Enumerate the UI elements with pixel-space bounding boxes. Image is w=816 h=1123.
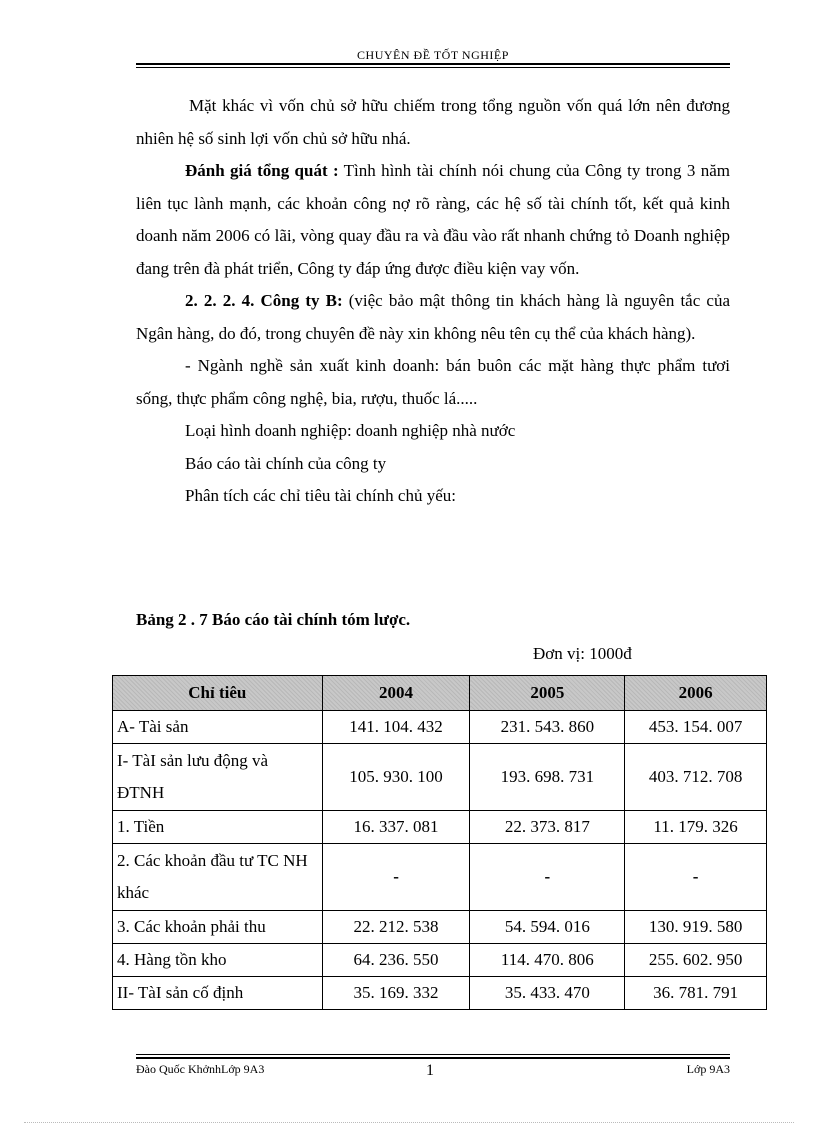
cell-value: 54. 594. 016 xyxy=(470,911,625,944)
table-row xyxy=(113,944,767,977)
row-label: 3. Các khoản phải thu xyxy=(113,911,323,944)
footer-rule xyxy=(136,1057,730,1059)
cell-value: 36. 781. 791 xyxy=(625,977,767,1010)
paragraph-1: Mặt khác vì vốn chủ sở hữu chiếm trong tổng nguồn vốn quá lớn nên đương nhiên hệ số sinh lợi vốn chủ sở hữu nhá. xyxy=(136,96,730,148)
cell-value: - xyxy=(470,844,625,911)
header-rule xyxy=(136,63,730,65)
paragraph-3 xyxy=(136,285,730,350)
cell-value: 22. 373. 817 xyxy=(470,811,625,844)
cell-value: 16. 337. 081 xyxy=(322,811,470,844)
cell-value: 130. 919. 580 xyxy=(625,911,767,944)
row-label: A- Tài sản xyxy=(113,711,323,744)
cell-value: - xyxy=(322,844,470,911)
footer-class: Lớp 9A3 xyxy=(686,1062,730,1076)
row-label: 1. Tiền xyxy=(113,811,323,844)
column-header: 2005 xyxy=(470,676,625,711)
table-row xyxy=(113,744,767,811)
cell-value: 35. 169. 332 xyxy=(322,977,470,1010)
table-row xyxy=(113,811,767,844)
footer-rule-thin xyxy=(136,1054,730,1055)
paragraph-6: Báo cáo tài chính của công ty xyxy=(185,453,387,473)
cell-value: 64. 236. 550 xyxy=(322,944,470,977)
cell-value: 231. 543. 860 xyxy=(470,711,625,744)
paragraph-2-text: Tình hình tài chính nói chung của Công ty trong 3 năm liên tục lành mạnh, các khoản công nợ rõ ràng, các hệ số tài chính tốt, kết quả kinh doanh năm 2006 có lãi, vòng quay đầu ra và đầu vào rất nhanh chứng tỏ Doanh nghiệp đang trên đà phát triển, Công ty đáp ứng được điều kiện vay vốn. xyxy=(136,161,730,278)
column-header: 2004 xyxy=(322,676,470,711)
table-header-row xyxy=(113,676,767,711)
table-row xyxy=(113,977,767,1010)
cell-value: 105. 930. 100 xyxy=(322,744,470,811)
cell-value: 11. 179. 326 xyxy=(625,811,767,844)
table-row xyxy=(113,911,767,944)
cell-value: 114. 470. 806 xyxy=(470,944,625,977)
paragraph-7: Phân tích các chỉ tiêu tài chính chủ yếu: xyxy=(185,486,456,505)
row-label: II- TàI sản cố định xyxy=(113,977,323,1010)
cell-value: 255. 602. 950 xyxy=(625,944,767,977)
header-rule-thin xyxy=(136,67,730,68)
footer-author: Đào Quốc KhởnhLớp 9A3 xyxy=(136,1062,265,1076)
paragraph-3-text: (việc bảo mật thông tin khách hàng là nguyên tắc của Ngân hàng, do đó, trong chuyên đề này xin không nêu tên cụ thể của khách hàng). xyxy=(136,291,730,343)
cell-value: - xyxy=(625,844,767,911)
cell-value: 141. 104. 432 xyxy=(322,711,470,744)
table-row xyxy=(113,844,767,911)
paragraph-5: Loại hình doanh nghiệp: doanh nghiệp nhà nước xyxy=(185,421,516,440)
financial-summary-table xyxy=(112,675,767,1010)
row-label: I- TàI sản lưu động và ĐTNH xyxy=(113,744,323,811)
page-number: 1 xyxy=(426,1062,434,1079)
table-caption: Bảng 2 . 7 Báo cáo tài chính tóm lược. xyxy=(136,610,411,629)
row-label: 4. Hàng tồn kho xyxy=(113,944,323,977)
paragraph-4: - Ngành nghề sản xuất kinh doanh: bán buôn các mặt hàng thực phẩm tươi sống, thực phẩm công nghệ, bia, rượu, thuốc lá..... xyxy=(136,356,730,408)
cell-value: 22. 212. 538 xyxy=(322,911,470,944)
column-header: Chỉ tiêu xyxy=(113,676,323,711)
column-header: 2006 xyxy=(625,676,767,711)
body-text xyxy=(136,90,730,513)
section-heading: 2. 2. 2. 4. Công ty B: xyxy=(185,291,343,310)
table-row xyxy=(113,711,767,744)
table-unit: Đơn vị: 1000đ xyxy=(533,644,632,663)
paragraph-2-heading: Đánh giá tổng quát : xyxy=(185,161,339,180)
cell-value: 193. 698. 731 xyxy=(470,744,625,811)
paragraph-2 xyxy=(136,155,730,285)
cell-value: 453. 154. 007 xyxy=(625,711,767,744)
row-label: 2. Các khoản đầu tư TC NH khác xyxy=(113,844,323,911)
page-header-title: CHUYÊN ĐỀ TỐT NGHIỆP xyxy=(357,48,509,62)
cell-value: 35. 433. 470 xyxy=(470,977,625,1010)
cell-value: 403. 712. 708 xyxy=(625,744,767,811)
